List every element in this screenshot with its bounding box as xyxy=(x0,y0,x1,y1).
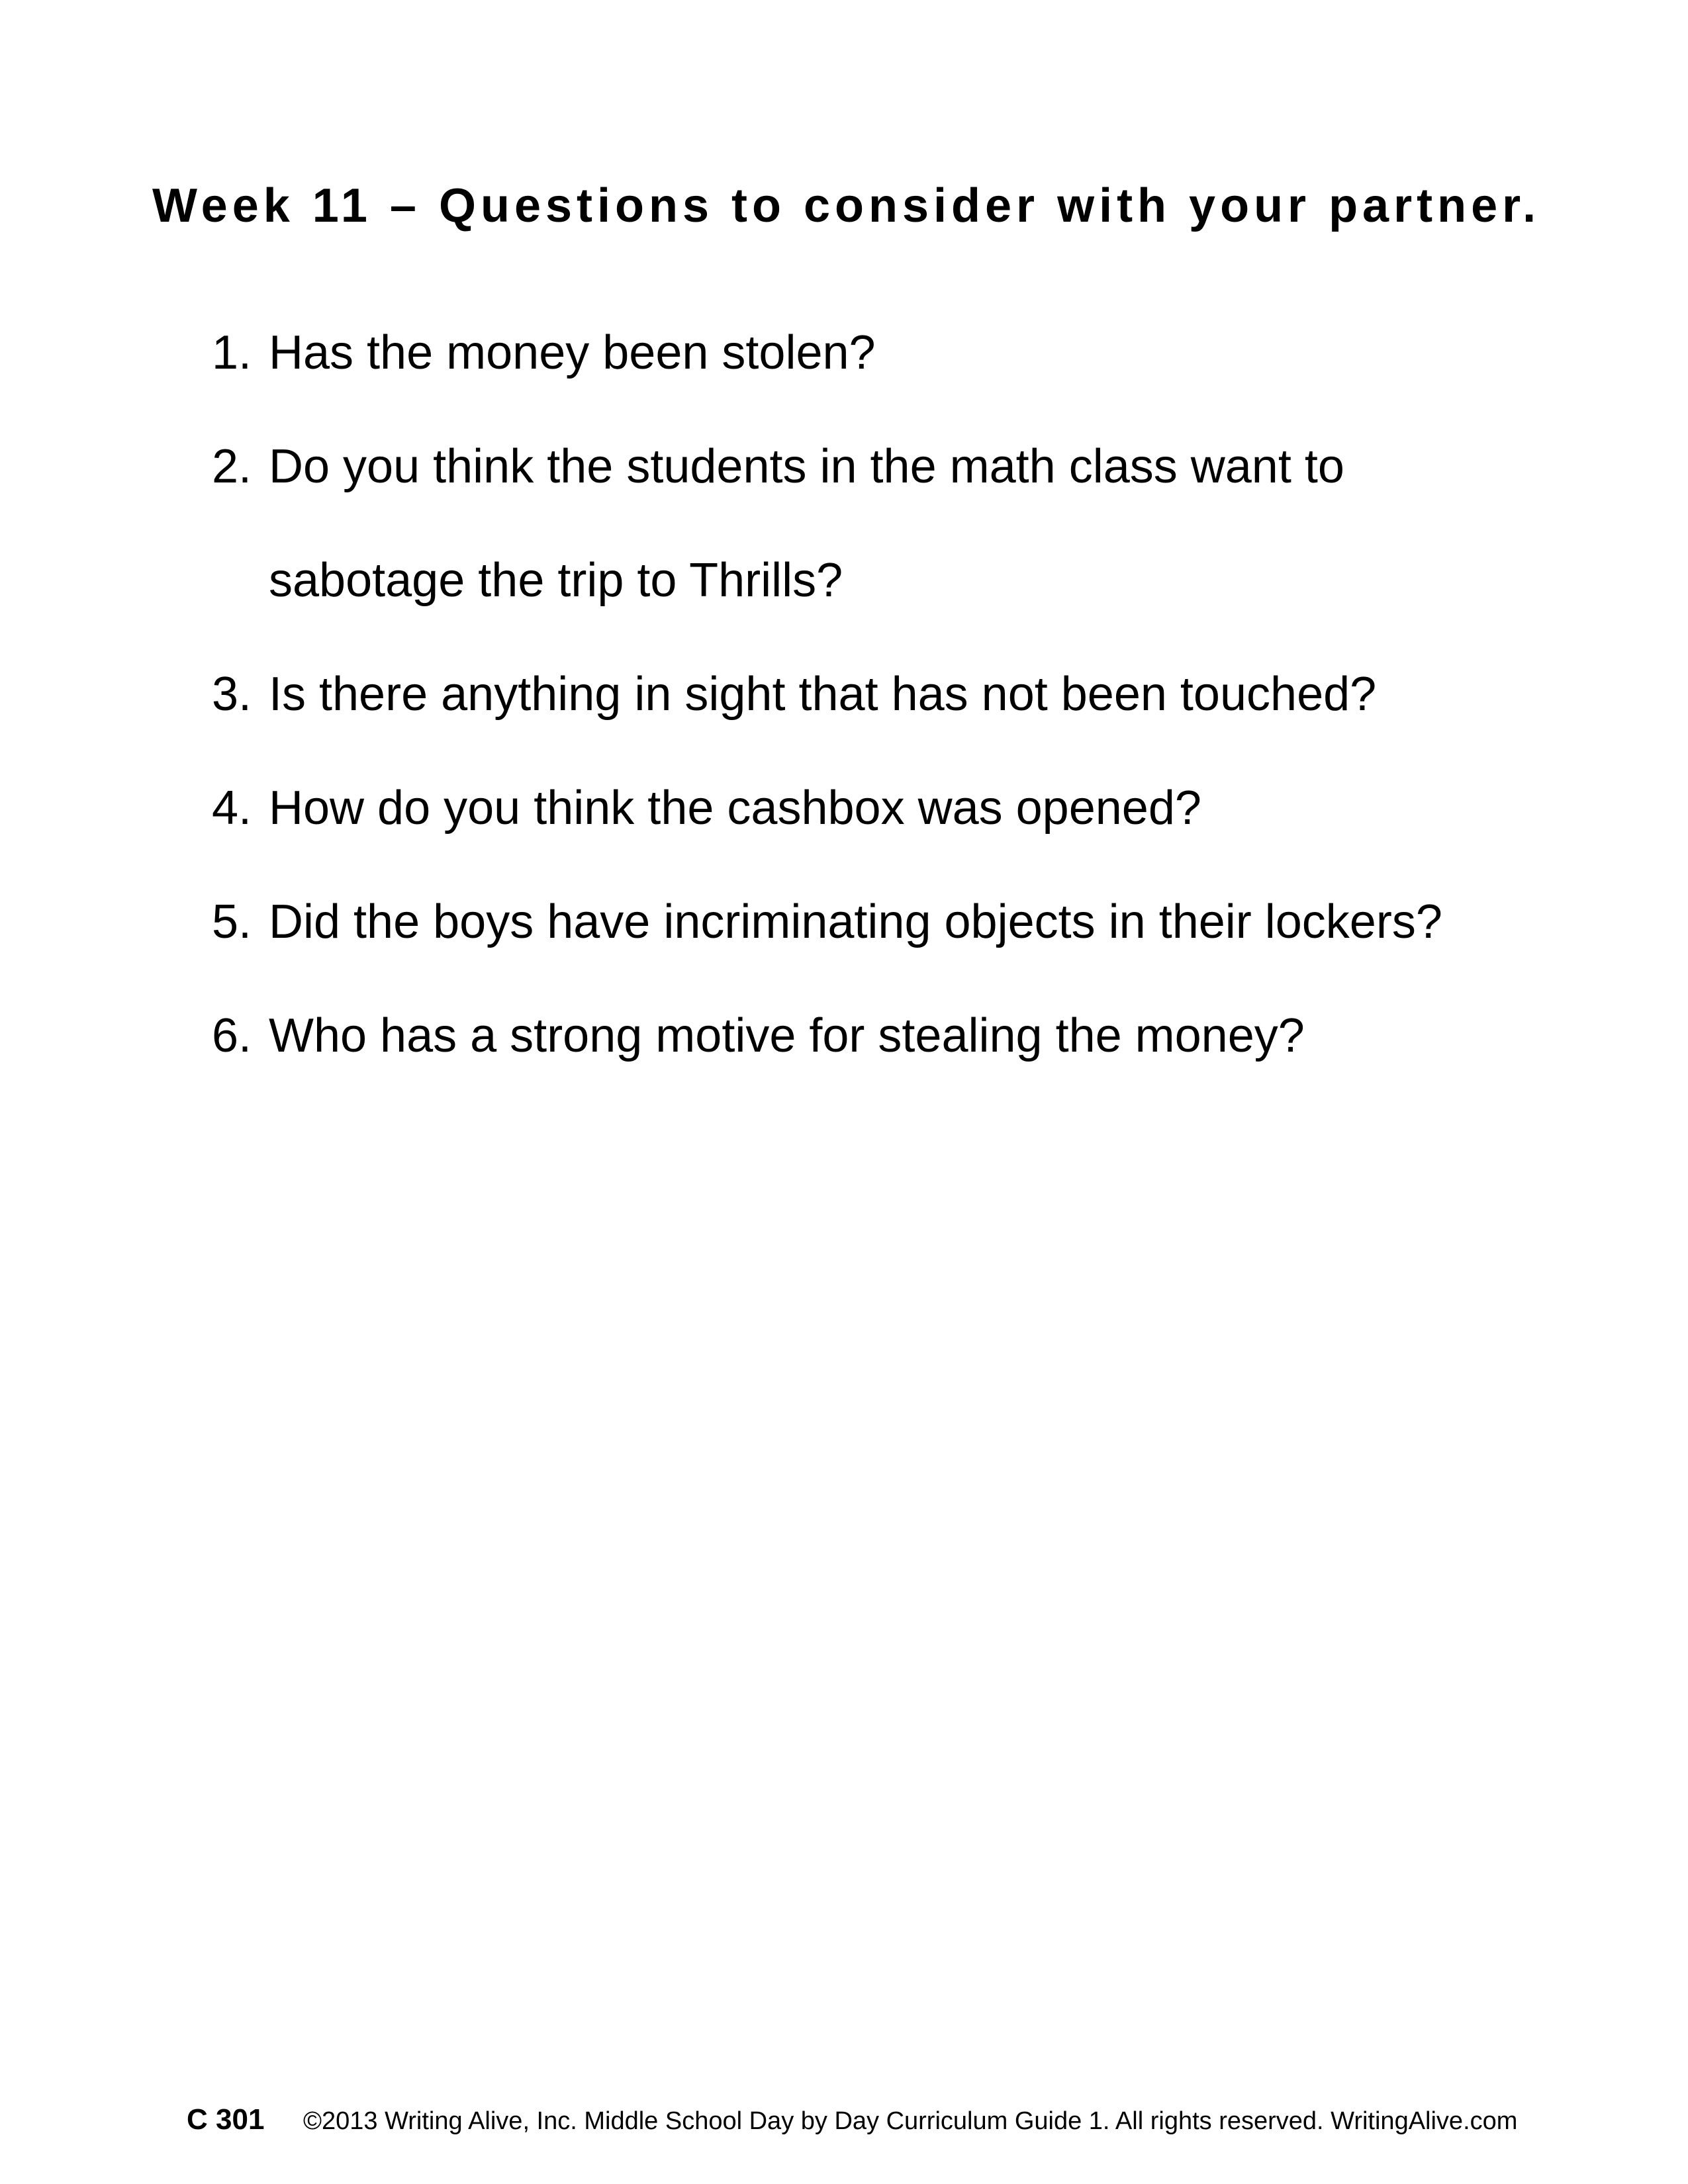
question-number: 4. xyxy=(212,782,252,835)
question-text: How do you think the cashbox was opened? xyxy=(269,782,1201,835)
question-text: Who has a strong motive for stealing the money? xyxy=(269,1009,1305,1062)
copyright-notice: ©2013 Writing Alive, Inc. Middle School Day by Day Curriculum Guide 1. All rights reserved. WritingAlive.com xyxy=(303,2107,1518,2135)
question-number: 2. xyxy=(212,440,252,493)
page-title: Week 11 – Questions to consider with your partner. xyxy=(152,179,1541,232)
question-item-1 xyxy=(212,324,1536,381)
question-text: Is there anything in sight that has not been touched? xyxy=(269,668,1377,721)
question-number: 3. xyxy=(212,668,252,721)
question-list xyxy=(212,324,1536,1121)
question-number: 6. xyxy=(212,1009,252,1062)
page-footer xyxy=(187,2103,1517,2136)
question-item-6 xyxy=(212,1007,1536,1064)
page-number: C 301 xyxy=(187,2103,265,2136)
question-item-3 xyxy=(212,666,1536,723)
question-text-wrap xyxy=(269,438,1536,609)
question-text: Did the boys have incriminating objects in their lockers? xyxy=(269,895,1442,948)
question-text: Has the money been stolen? xyxy=(269,326,876,379)
question-item-2 xyxy=(212,438,1536,609)
question-item-5 xyxy=(212,893,1536,950)
question-number: 1. xyxy=(212,326,252,379)
question-number: 5. xyxy=(212,895,252,948)
question-text-continued: sabotage the trip to Thrills? xyxy=(269,554,843,607)
question-text: Do you think the students in the math class want to xyxy=(269,440,1344,493)
question-item-4 xyxy=(212,780,1536,837)
